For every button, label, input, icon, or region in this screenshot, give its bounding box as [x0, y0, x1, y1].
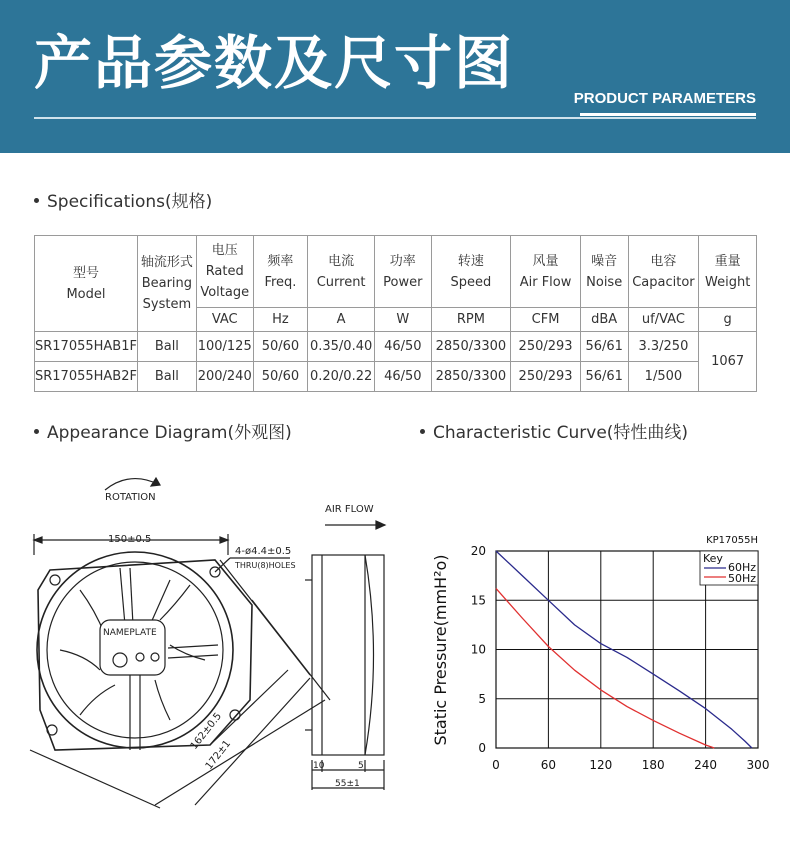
- table-cell: 56/61: [580, 362, 628, 392]
- y-tick-label: 5: [478, 691, 486, 706]
- mount-hole-icon: [230, 710, 240, 720]
- banner-subtitle-underline: [580, 113, 756, 116]
- legend: [700, 551, 758, 585]
- banner-divider: [34, 117, 756, 119]
- airflow-arrow-icon: [376, 521, 385, 529]
- unit-cell: A: [308, 308, 375, 332]
- diagonal-dim-2: 172±1: [203, 738, 234, 772]
- unit-cell: CFM: [511, 308, 581, 332]
- nameplate-label: NAMEPLATE: [103, 628, 157, 638]
- col-voltage: 电压 Rated Voltage: [196, 236, 253, 308]
- unit-cell: g: [699, 308, 757, 332]
- mount-hole-icon: [50, 575, 60, 585]
- col-airflow: 风量 Air Flow: [511, 236, 581, 308]
- table-cell: 0.35/0.40: [308, 332, 375, 362]
- section-appearance-label: Appearance Diagram(外观图): [47, 423, 292, 443]
- x-tick-label: 180: [641, 758, 665, 772]
- width-dimension: 150±0.5: [108, 534, 152, 545]
- col-current: 电流 Current: [308, 236, 375, 308]
- table-row: [35, 362, 757, 392]
- col-power: 功率 Power: [375, 236, 431, 308]
- y-tick-label: 10: [470, 642, 486, 657]
- table-cell: 46/50: [375, 362, 431, 392]
- bullet-icon: [420, 429, 425, 434]
- section-specifications: [34, 187, 212, 212]
- col-bearing: 轴流形式 Bearing System: [137, 236, 196, 332]
- col-model: 型号 Model: [35, 236, 138, 332]
- header-banner: [0, 0, 790, 153]
- table-cell: SR17055HAB1F: [35, 332, 138, 362]
- mount-hole-icon: [47, 725, 57, 735]
- col-capacitor: 电容 Capacitor: [628, 236, 699, 308]
- x-tick-label: 0: [492, 758, 500, 772]
- holes-note: THRU(8)HOLES: [235, 561, 296, 570]
- unit-cell: Hz: [253, 308, 308, 332]
- col-freq: 频率 Freq.: [253, 236, 308, 308]
- table-header-row: [35, 236, 757, 308]
- spec-table: [34, 235, 757, 392]
- table-cell: 50/60: [253, 332, 308, 362]
- table-cell: SR17055HAB2F: [35, 362, 138, 392]
- table-cell: 0.20/0.22: [308, 362, 375, 392]
- col-speed: 转速 Speed: [431, 236, 511, 308]
- table-cell: 50/60: [253, 362, 308, 392]
- diagonal-dim-1: 162±0.5: [188, 710, 225, 752]
- section-curve: [420, 418, 688, 443]
- legend-label-50hz: 50Hz: [728, 572, 757, 585]
- section-curve-label: Characteristic Curve(特性曲线): [433, 423, 689, 443]
- chart-title: KP17055H: [706, 535, 758, 546]
- col-weight: 重量 Weight: [699, 236, 757, 308]
- airflow-label: AIR FLOW: [325, 504, 374, 515]
- table-cell: 2850/3300: [431, 362, 511, 392]
- unit-cell: VAC: [196, 308, 253, 332]
- banner-subtitle: PRODUCT PARAMETERS: [573, 90, 756, 107]
- x-tick-label: 300: [746, 758, 770, 772]
- appearance-diagram: [20, 460, 420, 840]
- y-tick-label: 20: [470, 544, 486, 558]
- section-appearance: [34, 418, 292, 443]
- x-tick-label: 240: [694, 758, 718, 772]
- weight-cell: 1067: [699, 332, 757, 392]
- bullet-icon: [34, 198, 39, 203]
- table-cell: 56/61: [580, 332, 628, 362]
- table-cell: 1/500: [628, 362, 699, 392]
- bullet-icon: [34, 429, 39, 434]
- table-cell: Ball: [137, 332, 196, 362]
- table-cell: 3.3/250: [628, 332, 699, 362]
- table-row: [35, 332, 757, 362]
- y-tick-label: 15: [470, 593, 486, 608]
- side-dim-10: 10: [313, 761, 325, 771]
- characteristic-curve-chart: [420, 525, 780, 780]
- table-cell: 250/293: [511, 362, 581, 392]
- rotation-label: ROTATION: [105, 492, 156, 503]
- section-specifications-label: Specifications(规格): [47, 192, 213, 212]
- table-cell: 100/125: [196, 332, 253, 362]
- legend-label-60hz: 60Hz: [728, 561, 757, 574]
- y-tick-label: 0: [478, 741, 486, 755]
- y-axis-label: Static Pressure(mmH²o): [431, 554, 450, 746]
- unit-cell: RPM: [431, 308, 511, 332]
- page-title: 产品参数及尺寸图: [34, 29, 515, 97]
- unit-cell: dBA: [580, 308, 628, 332]
- side-dim-55: 55±1: [335, 779, 360, 789]
- table-cell: 250/293: [511, 332, 581, 362]
- side-dim-5: 5: [358, 761, 364, 771]
- legend-title: Key: [703, 552, 723, 565]
- x-tick-label: 120: [589, 758, 613, 772]
- table-cell: 200/240: [196, 362, 253, 392]
- x-tick-label: 60: [540, 758, 557, 772]
- unit-cell: uf/VAC: [628, 308, 699, 332]
- holes-dimension: 4-ø4.4±0.5: [235, 546, 292, 557]
- table-cell: 2850/3300: [431, 332, 511, 362]
- table-cell: Ball: [137, 362, 196, 392]
- unit-cell: W: [375, 308, 431, 332]
- series-line-50hz: [496, 588, 714, 748]
- table-cell: 46/50: [375, 332, 431, 362]
- col-noise: 噪音 Noise: [580, 236, 628, 308]
- banner-subtitle-box: [566, 86, 756, 116]
